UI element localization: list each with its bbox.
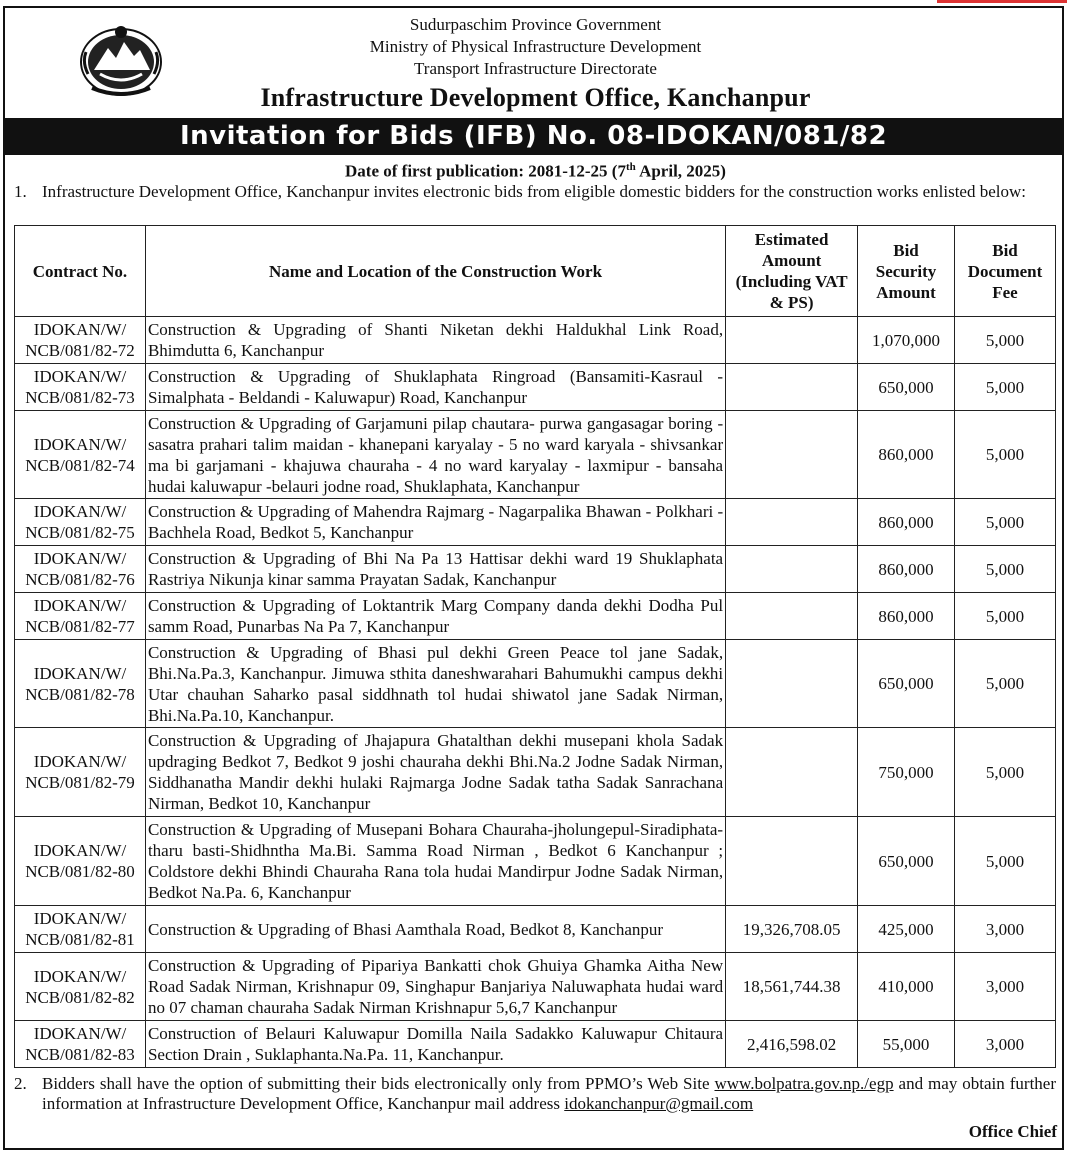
paragraph-2-number: 2. [14,1074,27,1093]
contract-no-line1: IDOKAN/W/ [33,502,127,521]
work-name-cell: Construction & Upgrading of Jhajapura Ghatalthan dekhi musepani khola Sadak updraging Bedkot 7, Bedkot 9 joshi chauraha dekhi Bhi.Na.2 Jodne Sadak Nirman, Siddhanatha Mandir dekhi hulaki Rajmarga Jodne Sadak tatha Sadak Sanrachana Nirman, Bedkot 10, Kanchanpur [145,728,725,817]
bid-security-cell: 860,000 [858,546,955,593]
paragraph-1 [14,182,1056,202]
publication-date [0,161,1071,182]
work-name-cell: Construction & Upgrading of Mahendra Rajmarg - Nagarpalika Bhawan - Polkhari - Bachhela Road, Bedkot 5, Kanchanpur [145,499,725,546]
contract-no-line2: NCB/081/82-81 [25,930,135,949]
contract-no-line2: NCB/081/82-76 [25,570,135,589]
bid-security-cell: 860,000 [858,411,955,499]
document-fee-cell: 3,000 [955,906,1056,953]
bid-security-cell: 750,000 [858,728,955,817]
contract-no-cell [15,499,146,546]
contract-no-line2: NCB/081/82-78 [25,684,135,704]
table-row [15,317,1056,364]
top-red-strip [937,0,1067,3]
estimated-amount-cell [726,817,858,906]
office-name: Infrastructure Development Office, Kanchanpur [260,83,811,112]
header-bid-security: Bid Security Amount [858,226,955,317]
contract-no-line1: IDOKAN/W/ [33,320,127,339]
contract-no-line2: NCB/081/82-72 [25,341,135,360]
work-name-cell: Construction of Belauri Kaluwapur Domilla Naila Sadakko Kaluwapur Chitaura Section Drain , Suklaphanta.Na.Pa. 11, Kanchanpur. [145,1021,725,1068]
paragraph-2-text [42,1074,1056,1114]
contract-no-cell [15,953,146,1021]
work-name-cell: Construction & Upgrading of Garjamuni pilap chautara- purwa gangasagar boring - sasatra prahari talim maidan - khanepani karyalay - 5 no ward karyala - shivsankar ma bi garjamani - khajuwa chauraha - 4 no ward karyalay - laxmipur - bansaha hudai kaluwapur -belauri jodne road, Shuklaphata, Kanchanpur [145,411,725,499]
estimated-amount-cell [726,546,858,593]
ifb-title-banner: Invitation for Bids (IFB) No. 08-IDOKAN/081/82 [5,118,1062,155]
table-row [15,817,1056,906]
ministry-name: Ministry of Physical Infrastructure Development [369,37,702,56]
bid-security-cell: 410,000 [858,953,955,1021]
publication-date-prefix: Date of first publication: 2081-12-25 (7 [345,161,626,181]
province-name: Sudurpaschim Province Government [409,15,662,34]
bid-security-cell: 860,000 [858,499,955,546]
contract-no-line1: IDOKAN/W/ [33,663,127,683]
bid-security-cell: 1,070,000 [858,317,955,364]
contract-no-line2: NCB/081/82-74 [25,455,135,475]
estimated-amount-cell [726,411,858,499]
paragraph-2-text-1: Bidders shall have the option of submitting their bids electronically only from PPMO’s Web Site [42,1074,715,1093]
contract-no-cell [15,411,146,499]
contract-no-cell [15,593,146,640]
bid-security-cell: 425,000 [858,906,955,953]
estimated-amount-cell: 2,416,598.02 [726,1021,858,1068]
document-fee-cell: 5,000 [955,317,1056,364]
work-name-cell: Construction & Upgrading of Loktantrik Marg Company danda dekhi Dodha Pul samm Road, Punarbas Na Pa 7, Kanchanpur [145,593,725,640]
ppmo-website-link[interactable]: www.bolpatra.gov.np./egp [714,1074,894,1093]
work-name-cell: Construction & Upgrading of Bhi Na Pa 13 Hattisar dekhi ward 19 Shuklaphata Rastriya Nikunja kinar samma Prayatan Sadak, Kanchanpur [145,546,725,593]
contract-no-line2: NCB/081/82-77 [25,617,135,636]
contract-no-line2: NCB/081/82-82 [25,987,135,1007]
contract-no-line1: IDOKAN/W/ [33,596,127,615]
contract-no-line1: IDOKAN/W/ [33,434,127,454]
contract-no-line1: IDOKAN/W/ [33,367,127,386]
contract-no-line2: NCB/081/82-75 [25,523,135,542]
estimated-amount-cell [726,728,858,817]
contracts-table [14,225,1056,1068]
publication-date-suffix: April, 2025) [635,161,726,181]
table-row [15,364,1056,411]
work-name-cell: Construction & Upgrading of Shuklaphata Ringroad (Bansamiti-Kasraul - Simalphata - Beldandi - Kaluwapur) Road, Kanchanpur [145,364,725,411]
contract-no-line2: NCB/081/82-80 [25,862,135,881]
contract-no-line2: NCB/081/82-79 [25,773,135,792]
contract-no-cell [15,1021,146,1068]
table-row [15,593,1056,640]
document-fee-cell: 5,000 [955,640,1056,728]
paragraph-1-text: Infrastructure Development Office, Kanchanpur invites electronic bids from eligible domestic bidders for the construction works enlisted below: [42,182,1026,201]
document-fee-cell: 5,000 [955,817,1056,906]
contract-no-cell [15,640,146,728]
document-fee-cell: 5,000 [955,546,1056,593]
table-row [15,499,1056,546]
contract-no-line1: IDOKAN/W/ [33,1024,127,1043]
letterhead [0,14,1071,114]
table-row [15,906,1056,953]
paragraph-1-number: 1. [14,182,27,201]
bid-security-cell: 860,000 [858,593,955,640]
table-row [15,953,1056,1021]
bid-security-cell: 55,000 [858,1021,955,1068]
contract-no-line1: IDOKAN/W/ [33,752,127,771]
estimated-amount-cell: 18,561,744.38 [726,953,858,1021]
estimated-amount-cell [726,499,858,546]
table-header-row [15,226,1056,317]
directorate-name: Transport Infrastructure Directorate [414,59,657,78]
paragraph-2 [14,1074,1056,1114]
paragraph-2-text-2: and may obtain further information at Infrastructure Development Office, Kanchanpur mail address [42,1074,1057,1113]
table-row [15,546,1056,593]
document-fee-cell: 3,000 [955,953,1056,1021]
contract-no-line1: IDOKAN/W/ [33,549,127,568]
estimated-amount-cell [726,593,858,640]
contract-no-cell [15,364,146,411]
estimated-amount-cell [726,317,858,364]
contract-no-line2: NCB/081/82-73 [25,388,135,407]
contract-no-cell [15,906,146,953]
document-fee-cell: 5,000 [955,593,1056,640]
work-name-cell: Construction & Upgrading of Bhasi pul dekhi Green Peace tol jane Sadak, Bhi.Na.Pa.3, Kanchanpur. Jimuwa sthita daneshwarahari Bahumukhi campus dekhi Utar chauhan Saharko pasal siddhnath tol hudai shiwatol jane Sadak Nirman, Bhi.Na.Pa.10, Kanchanpur. [145,640,725,728]
estimated-amount-cell [726,364,858,411]
document-fee-cell: 5,000 [955,499,1056,546]
contract-no-cell [15,817,146,906]
estimated-amount-cell [726,640,858,728]
work-name-cell: Construction & Upgrading of Pipariya Bankatti chok Ghuiya Ghamka Aitha New Road Sadak Nirman, Krishnapur 09, Singhapur Banjariya Naluwaphata hudai ward no 07 chaman chauraha Sadak Nirman Krishnapur 5,6,7 Kanchanpur [145,953,725,1021]
contract-no-cell [15,546,146,593]
work-name-cell: Construction & Upgrading of Shanti Niketan dekhi Haldukhal Link Road, Bhimdutta 6, Kanchanpur [145,317,725,364]
document-fee-cell: 5,000 [955,411,1056,499]
publication-date-sup: th [625,161,636,173]
table-row [15,1021,1056,1068]
table-row [15,640,1056,728]
contract-no-cell [15,317,146,364]
header-document-fee: Bid Document Fee [955,226,1056,317]
bid-security-cell: 650,000 [858,640,955,728]
document-fee-cell: 5,000 [955,728,1056,817]
document-fee-cell: 3,000 [955,1021,1056,1068]
contract-no-line2: NCB/081/82-83 [25,1045,135,1064]
header-estimated-amount: Estimated Amount (Including VAT & PS) [726,226,858,317]
contract-no-line1: IDOKAN/W/ [33,841,127,860]
bid-security-cell: 650,000 [858,364,955,411]
document-fee-cell: 5,000 [955,364,1056,411]
header-contract-no: Contract No. [15,226,146,317]
work-name-cell: Construction & Upgrading of Musepani Bohara Chauraha-jholungepul-Siradiphata-tharu basti-Shidhntha Ma.Bi. Samma Road Nirman , Bedkot 6 Kanchanpur ; Coldstore dekhi Bhindi Chauraha Rana tola hudai Mandirpur Jodne Sadak Nirman, Bedkot Na.Pa. 6, Kanchanpur [145,817,725,906]
contract-no-line1: IDOKAN/W/ [33,909,127,928]
table-row [15,728,1056,817]
contract-no-line1: IDOKAN/W/ [33,966,127,986]
signature-office-chief: Office Chief [968,1122,1057,1141]
estimated-amount-cell: 19,326,708.05 [726,906,858,953]
bid-security-cell: 650,000 [858,817,955,906]
work-name-cell: Construction & Upgrading of Bhasi Aamthala Road, Bedkot 8, Kanchanpur [145,906,725,953]
table-row [15,411,1056,499]
header-work-name: Name and Location of the Construction Work [145,226,725,317]
contract-no-cell [15,728,146,817]
office-email-link[interactable]: idokanchanpur@gmail.com [564,1094,754,1113]
